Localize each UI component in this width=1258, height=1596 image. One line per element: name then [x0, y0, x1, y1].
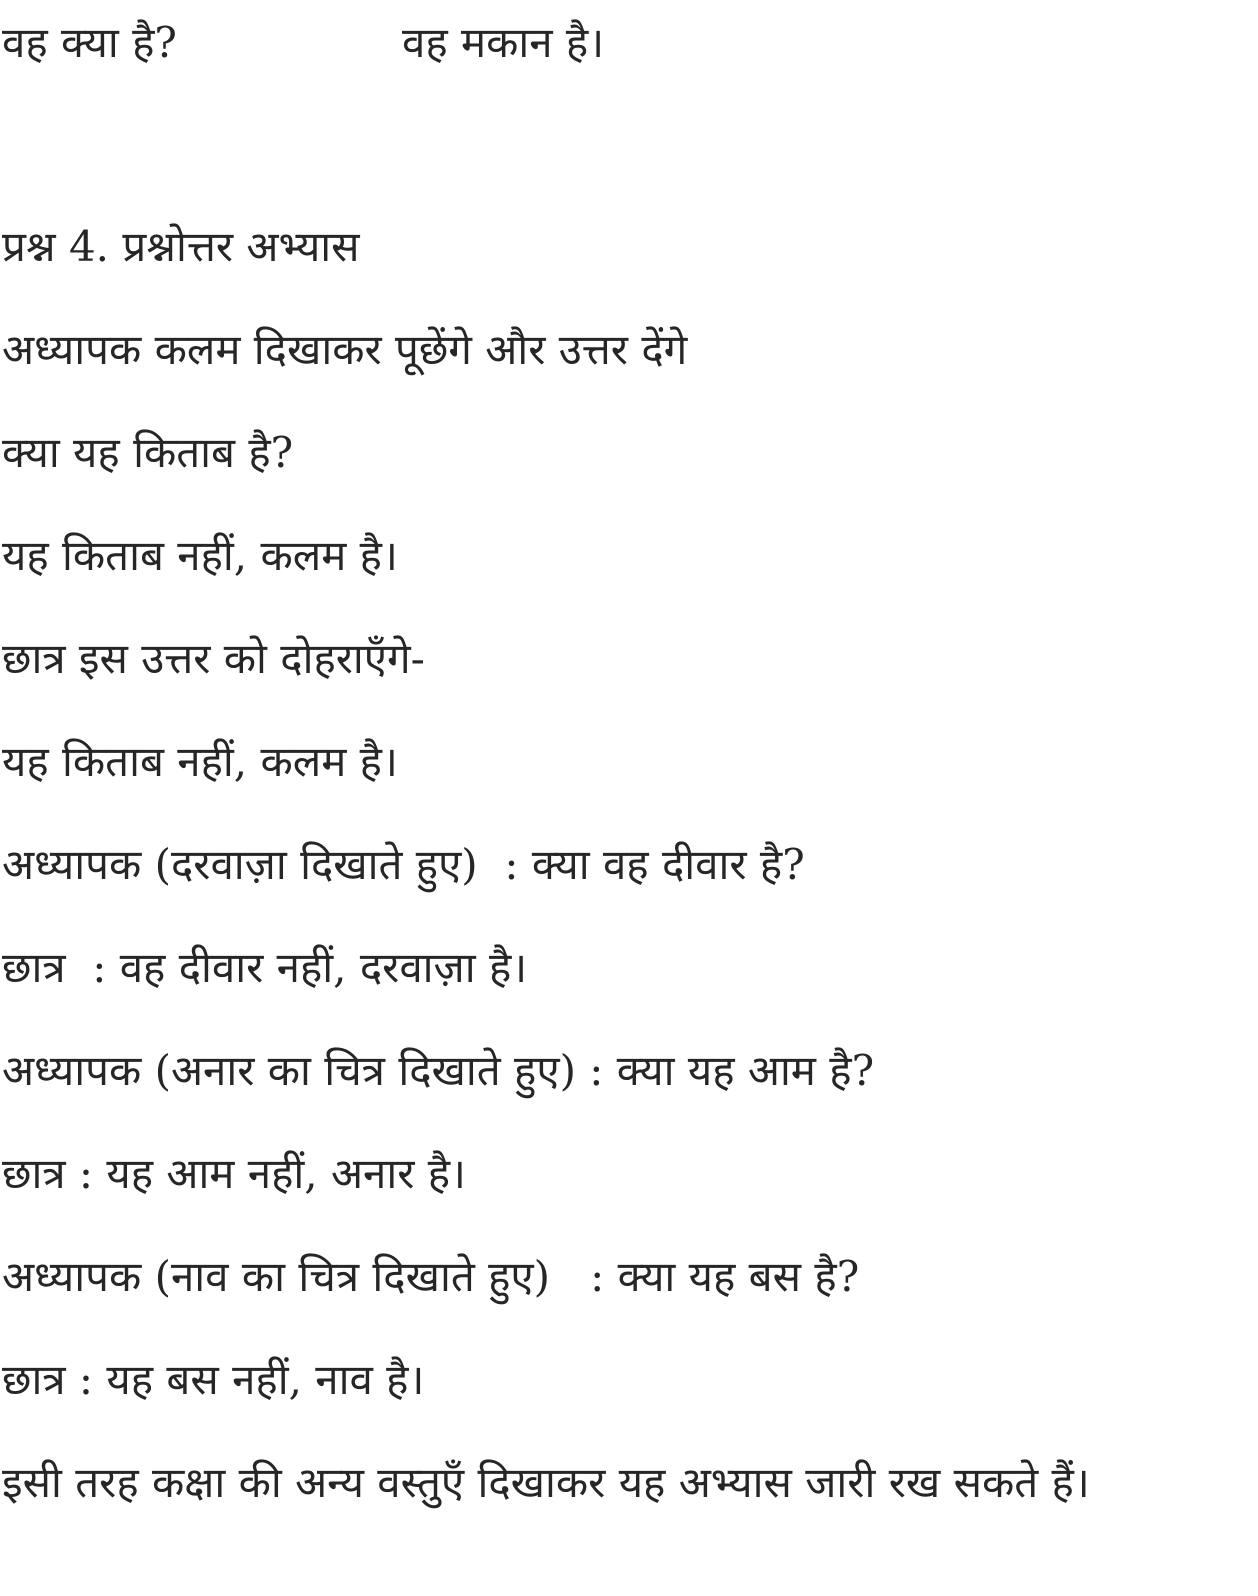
text-line-closing-note: इसी तरह कक्षा की अन्य वस्तुएँ दिखाकर यह अभ्यास जारी रख सकते हैं। [2, 1458, 1090, 1507]
text-line-teacher-intro: अध्यापक कलम दिखाकर पूछेंगे और उत्तर देंगे [2, 325, 688, 374]
example-answer-text: वह मकान है। [402, 18, 605, 67]
text-line-student-door: छात्र : वह दीवार नहीं, दरवाज़ा है। [2, 943, 528, 992]
text-line-question-book: क्या यह किताब है? [2, 428, 294, 477]
text-line-teacher-door: अध्यापक (दरवाज़ा दिखाते हुए) : क्या वह दीवार है? [2, 840, 805, 889]
text-line-students-repeat: छात्र इस उत्तर को दोहराएँगे- [2, 634, 425, 683]
text-line-student-boat: छात्र : यह बस नहीं, नाव है। [2, 1355, 425, 1404]
text-line-teacher-boat: अध्यापक (नाव का चित्र दिखाते हुए) : क्या यह बस है? [2, 1252, 860, 1301]
qa-example-row [2, 0, 1254, 86]
text-line-teacher-pomegranate: अध्यापक (अनार का चित्र दिखाते हुए) : क्या यह आम है? [2, 1046, 875, 1095]
section-heading: प्रश्न 4. प्रश्नोत्तर अभ्यास [2, 222, 360, 271]
text-line-answer-pen: यह किताब नहीं, कलम है। [2, 531, 398, 580]
example-question-text: वह क्या है? [2, 18, 177, 67]
text-line-answer-pen-repeat: यह किताब नहीं, कलम है। [2, 737, 398, 786]
text-line-student-pomegranate: छात्र : यह आम नहीं, अनार है। [2, 1149, 466, 1198]
